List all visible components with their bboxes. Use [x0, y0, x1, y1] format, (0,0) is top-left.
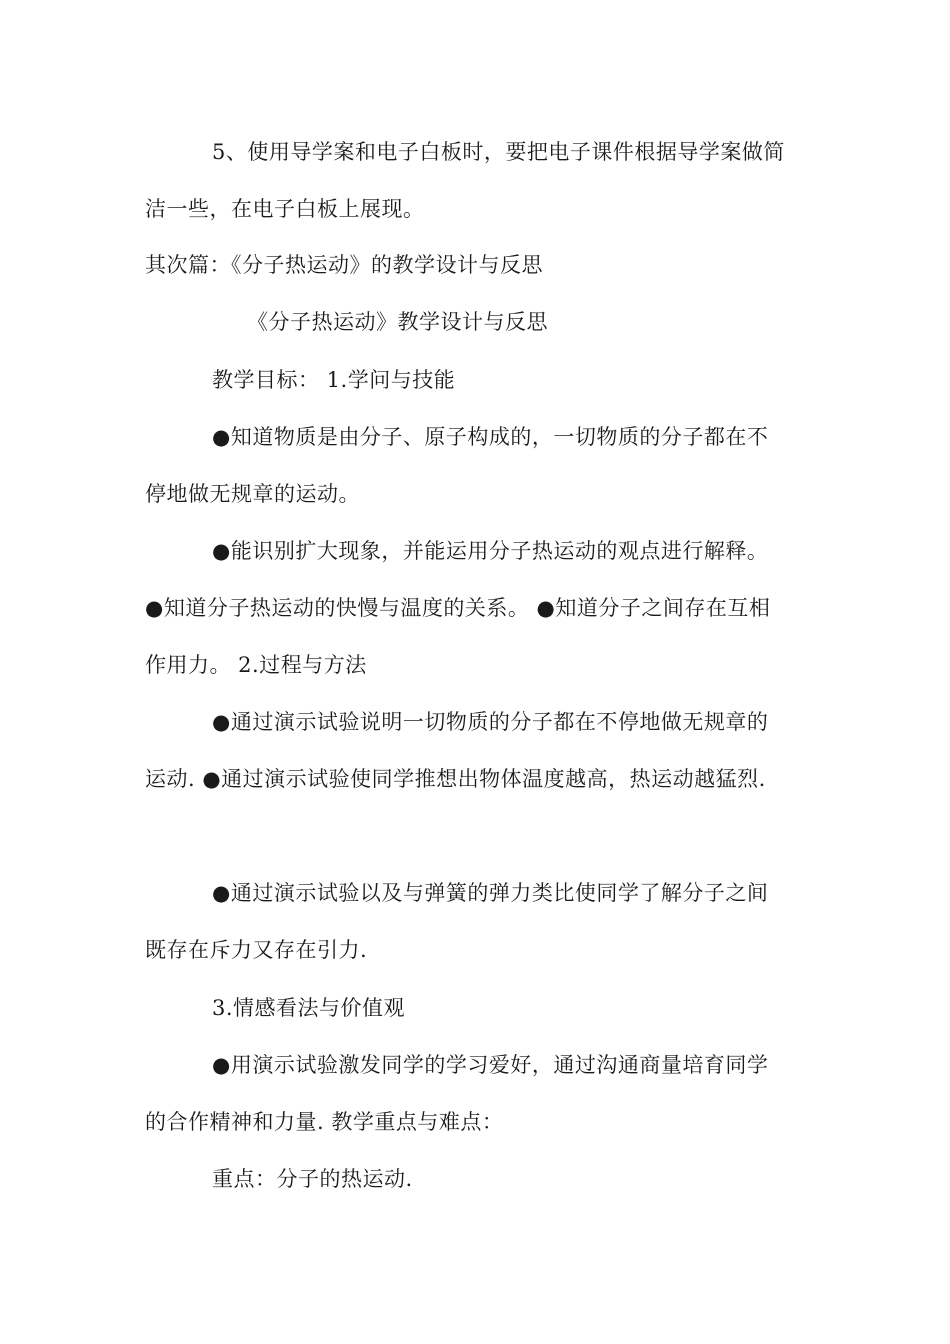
bullet-line: ●能识别扩大现象，并能运用分子热运动的观点进行解释。 [212, 539, 769, 563]
paragraph-line: 作用力。 2.过程与方法 [145, 653, 367, 677]
paragraph-line: 的合作精神和力量. 教学重点与难点： [145, 1110, 504, 1134]
document-title: 《分子热运动》教学设计与反思 [247, 310, 548, 334]
paragraph-line: 既存在斥力又存在引力. [145, 938, 368, 962]
paragraph-line: 5、使用导学案和电子白板时，要把电子课件根据导学案做简 [212, 140, 785, 164]
bullet-line: ●通过演示试验说明一切物质的分子都在不停地做无规章的 [212, 710, 769, 734]
section-heading: 其次篇：《分子热运动》的教学设计与反思 [145, 253, 543, 277]
paragraph-line: 运动. ●通过演示试验使同学推想出物体温度越高，热运动越猛烈. [145, 767, 766, 791]
bullet-line: ●知道物质是由分子、原子构成的，一切物质的分子都在不 [212, 425, 769, 449]
paragraph-line: 重点：分子的热运动. [212, 1167, 413, 1191]
bullet-line: ●通过演示试验以及与弹簧的弹力类比使同学了解分子之间 [212, 881, 769, 905]
paragraph-line: 3.情感看法与价值观 [212, 996, 406, 1020]
bullet-line: ●用演示试验激发同学的学习爱好，通过沟通商量培育同学 [212, 1053, 769, 1077]
bullet-line: ●知道分子热运动的快慢与温度的关系。 ●知道分子之间存在互相 [145, 596, 771, 620]
paragraph-line: 停地做无规章的运动。 [145, 482, 360, 506]
paragraph-line: 洁一些，在电子白板上展现。 [145, 197, 425, 221]
paragraph-line: 教学目标： 1.学问与技能 [212, 368, 456, 392]
